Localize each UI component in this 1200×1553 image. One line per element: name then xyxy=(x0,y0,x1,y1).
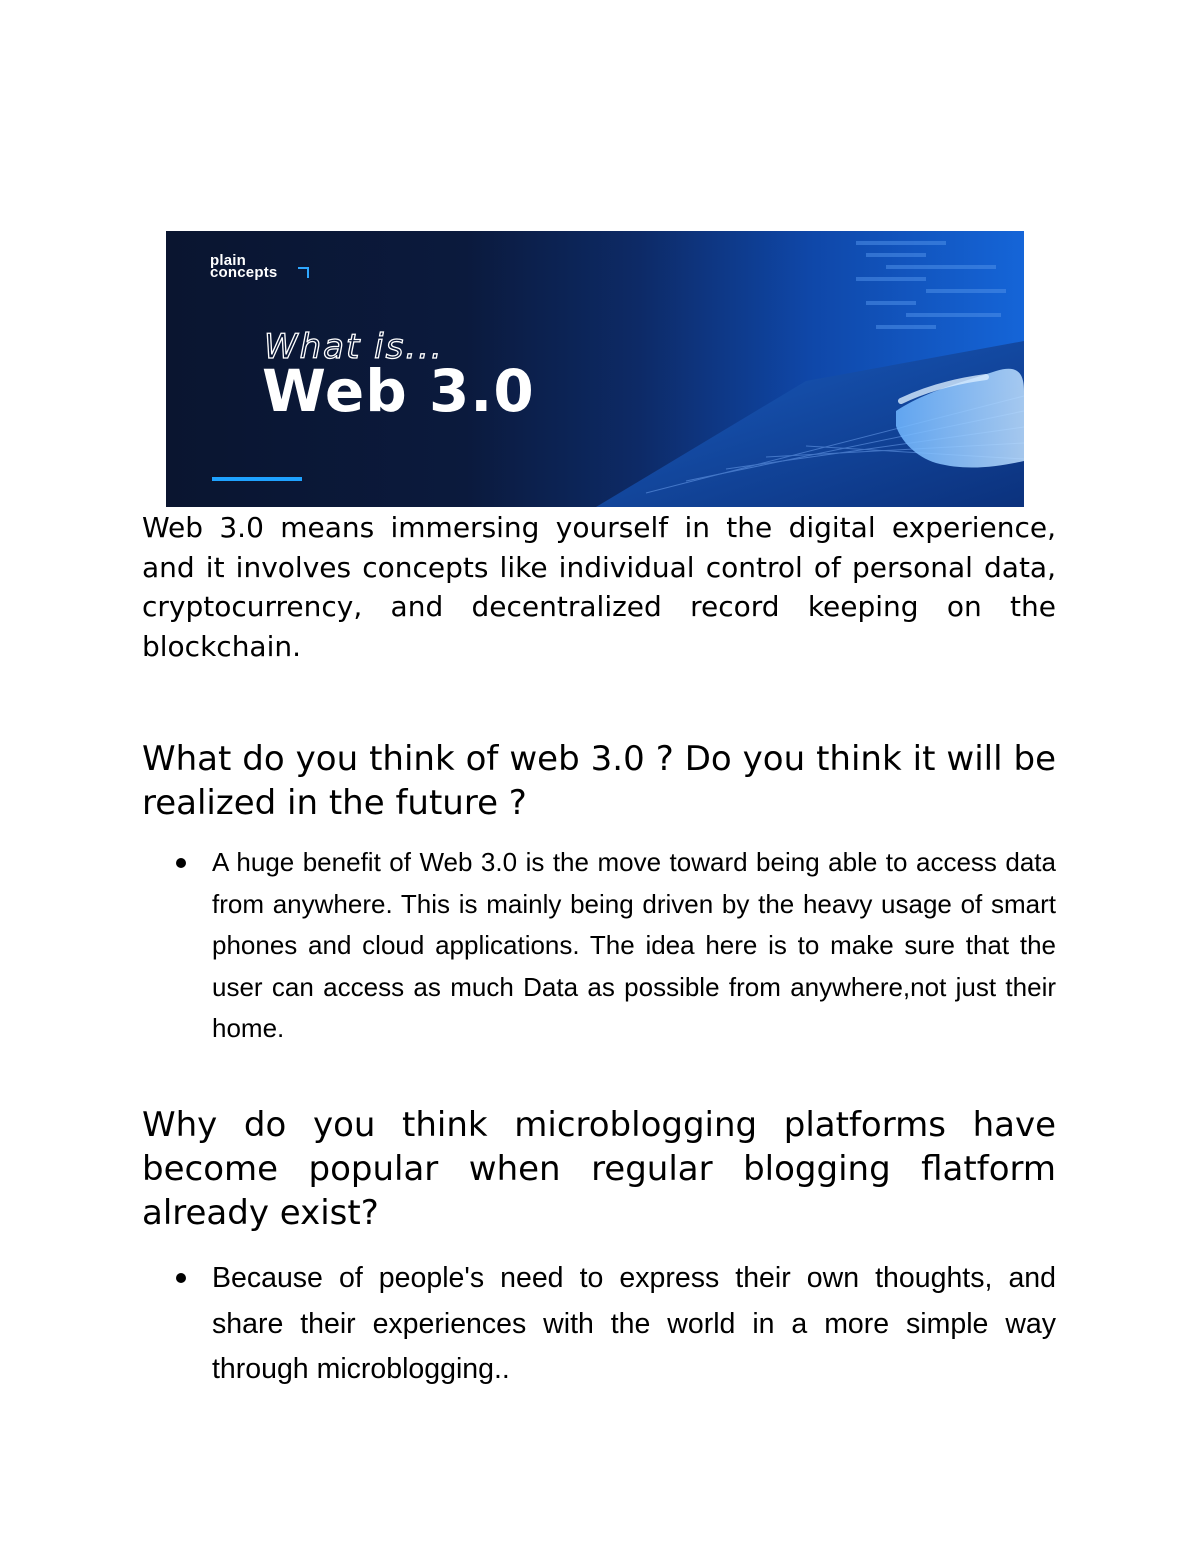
logo-line-1: plain xyxy=(210,252,247,269)
logo-line-2: concepts xyxy=(210,264,278,281)
web3-banner-image xyxy=(166,231,1024,507)
bullet-icon xyxy=(176,1273,186,1283)
question-2-heading: Why do you think microblogging platforms have become popular when regular blogging flatform already exist? xyxy=(142,1105,1056,1233)
question-1-heading: What do you think of web 3.0 ? Do you think it will be realized in the future ? xyxy=(142,739,1056,823)
plain-concepts-logo xyxy=(210,252,278,281)
question-1-answer: A huge benefit of Web 3.0 is the move toward being able to access data from anywhere. This is mainly being driven by the heavy usage of smart phones and cloud applications. The idea here is to make sure that the user can access as much Data as possible from anywhere,not just their home. xyxy=(212,847,1056,1043)
banner-accent-bar xyxy=(212,477,302,481)
logo-mark-icon xyxy=(298,267,309,278)
banner-what-is: What is... xyxy=(264,327,444,367)
banner-title: Web 3.0 xyxy=(262,357,535,425)
intro-paragraph: Web 3.0 means immersing yourself in the digital experience, and it involves concepts like individual control of personal data, cryptocurrency, and decentralized record keeping on the blockchain. xyxy=(142,511,1056,663)
bullet-icon xyxy=(176,858,186,868)
question-2-answer: Because of people's need to express their own thoughts, and share their experiences with the world in a more simple way through microblogging.. xyxy=(212,1262,1056,1385)
